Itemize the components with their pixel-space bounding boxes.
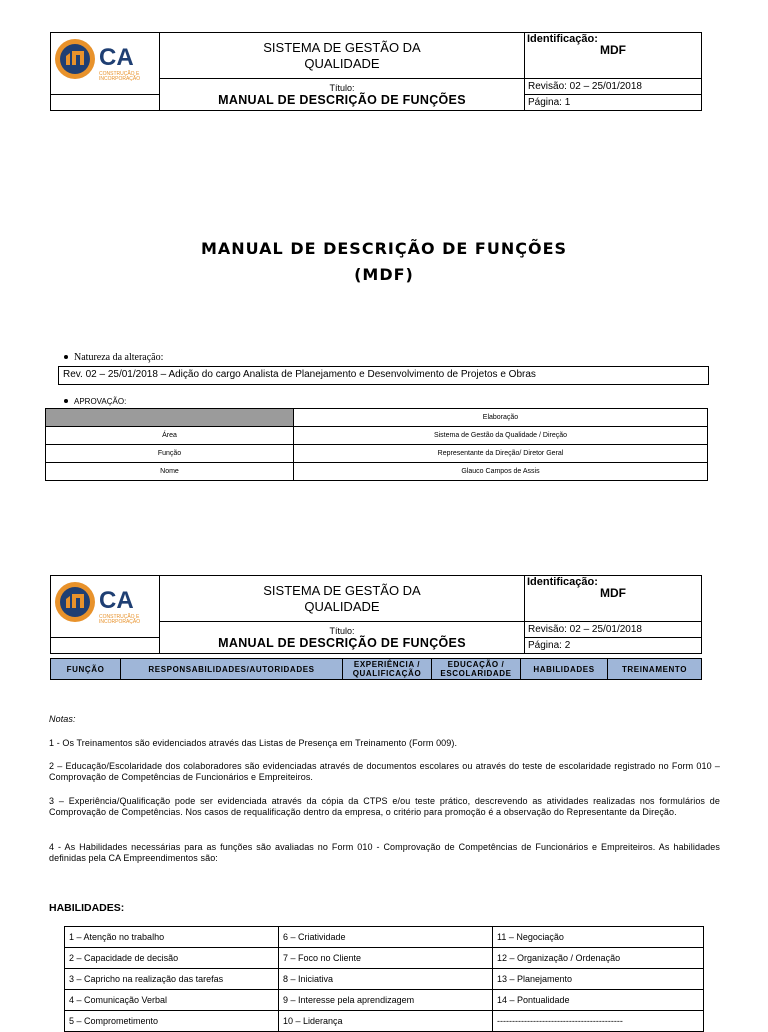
function-columns-header bbox=[50, 658, 702, 680]
notes-title: Notas: bbox=[49, 714, 76, 724]
col-funcao: FUNÇÃO bbox=[51, 659, 121, 680]
habilidade-cell: 2 – Capacidade de decisão bbox=[65, 948, 279, 969]
aprovacao-blank-cell bbox=[46, 409, 294, 427]
note-item: 1 - Os Treinamentos são evidenciados através das Listas de Presença em Treinamento (Form 009). bbox=[49, 738, 458, 748]
titulo-label: Título: bbox=[329, 625, 355, 636]
habilidade-cell: ------------------------------------------ bbox=[493, 1011, 704, 1032]
habilidades-table bbox=[64, 926, 704, 1032]
revision: Revisão: 02 – 25/01/2018 bbox=[525, 79, 702, 95]
svg-text:INCORPORAÇÃO: INCORPORAÇÃO bbox=[99, 76, 141, 82]
page-number: Página: 1 bbox=[525, 95, 702, 111]
document-subtitle: (MDF) bbox=[354, 265, 414, 284]
aprovacao-row-value: Sistema de Gestão da Qualidade / Direção bbox=[294, 427, 708, 445]
ident-value: MDF bbox=[600, 43, 626, 57]
company-logo bbox=[51, 33, 160, 95]
revision: Revisão: 02 – 25/01/2018 bbox=[525, 622, 702, 638]
aprovacao-row-label: Nome bbox=[46, 463, 294, 481]
titulo-label: Título: bbox=[329, 82, 355, 93]
aprovacao-table bbox=[45, 408, 708, 481]
natureza-label: Natureza da alteração: bbox=[74, 352, 164, 363]
aprovacao-bullet bbox=[60, 397, 126, 406]
habilidade-cell: 7 – Foco no Cliente bbox=[279, 948, 493, 969]
ident-value: MDF bbox=[600, 586, 626, 600]
svg-text:CONSTRUÇÃO E: CONSTRUÇÃO E bbox=[99, 614, 140, 620]
manual-title: MANUAL DE DESCRIÇÃO DE FUNÇÕES bbox=[218, 92, 466, 107]
page-number: Página: 2 bbox=[525, 638, 702, 654]
system-title: SISTEMA DE GESTÃO DA QUALIDADE bbox=[263, 39, 421, 71]
habilidade-cell: 12 – Organização / Ordenação bbox=[493, 948, 704, 969]
document-title: MANUAL DE DESCRIÇÃO DE FUNÇÕES bbox=[200, 239, 568, 258]
habilidade-cell: 6 – Criatividade bbox=[279, 927, 493, 948]
col-responsabilidades: RESPONSABILIDADES/AUTORIDADES bbox=[121, 659, 343, 680]
habilidade-cell: 4 – Comunicação Verbal bbox=[65, 990, 279, 1011]
col-experiencia: EXPERIÊNCIA / QUALIFICAÇÃO bbox=[343, 659, 432, 680]
logo-text: CA bbox=[99, 587, 134, 614]
document-header-page-2 bbox=[50, 575, 698, 654]
aprovacao-row-label: Função bbox=[46, 445, 294, 463]
habilidade-cell: 8 – Iniciativa bbox=[279, 969, 493, 990]
col-educacao: EDUCAÇÃO / ESCOLARIDADE bbox=[432, 659, 521, 680]
table-row bbox=[65, 1011, 704, 1032]
habilidade-cell: 1 – Atenção no trabalho bbox=[65, 927, 279, 948]
note-item: 4 - As Habilidades necessárias para as funções são avaliadas no Form 010 - Comprovação de Competências de Funcionários e Empreiteiros. As habilidades definidas pela CA Empreendimentos são: bbox=[49, 842, 720, 863]
col-treinamento: TREINAMENTO bbox=[608, 659, 702, 680]
company-logo bbox=[51, 576, 160, 638]
col-habilidades: HABILIDADES bbox=[521, 659, 608, 680]
ca-logo-icon bbox=[53, 578, 159, 630]
table-row bbox=[65, 990, 704, 1011]
aprovacao-label: APROVAÇÃO: bbox=[74, 397, 127, 406]
natureza-bullet bbox=[60, 352, 163, 363]
ident-label: Identificação: bbox=[527, 576, 598, 588]
habilidade-cell: 10 – Liderança bbox=[279, 1011, 493, 1032]
aprovacao-row-value: Representante da Direção/ Diretor Geral bbox=[294, 445, 708, 463]
note-item: 3 – Experiência/Qualificação pode ser evidenciada através da cópia da CTPS e/ou teste prático, descrevendo as atividades realizadas nos formulários de Comprovação de Competências. Nos casos de requalificação dentro da empresa, o critério para promoção é a observação do Representante da Direção. bbox=[49, 796, 720, 817]
habilidade-cell: 9 – Interesse pela aprendizagem bbox=[279, 990, 493, 1011]
habilidade-cell: 13 – Planejamento bbox=[493, 969, 704, 990]
svg-text:INCORPORAÇÃO: INCORPORAÇÃO bbox=[99, 619, 141, 625]
ca-logo-icon bbox=[53, 35, 159, 87]
table-row bbox=[65, 969, 704, 990]
habilidades-title: HABILIDADES: bbox=[49, 902, 125, 914]
document-header-page-1 bbox=[50, 32, 698, 111]
aprovacao-row-value: Glauco Campos de Assis bbox=[294, 463, 708, 481]
table-row bbox=[65, 948, 704, 969]
habilidade-cell: 3 – Capricho na realização das tarefas bbox=[65, 969, 279, 990]
habilidade-cell: 11 – Negociação bbox=[493, 927, 704, 948]
logo-text: CA bbox=[99, 44, 134, 71]
aprovacao-row-label: Área bbox=[46, 427, 294, 445]
habilidade-cell: 5 – Comprometimento bbox=[65, 1011, 279, 1032]
habilidade-cell: 14 – Pontualidade bbox=[493, 990, 704, 1011]
svg-text:CONSTRUÇÃO E: CONSTRUÇÃO E bbox=[99, 71, 140, 77]
natureza-box: Rev. 02 – 25/01/2018 – Adição do cargo Analista de Planejamento e Desenvolvimento de Projetos e Obras bbox=[58, 366, 709, 385]
system-title: SISTEMA DE GESTÃO DA QUALIDADE bbox=[263, 582, 421, 614]
table-row bbox=[65, 927, 704, 948]
note-item: 2 – Educação/Escolaridade dos colaboradores são evidenciadas através de documentos escolares ou através do teste de escolaridade registrado no Form 010 – Comprovação de Competências de Funcionários e Empreiteiros. bbox=[49, 761, 720, 782]
manual-title: MANUAL DE DESCRIÇÃO DE FUNÇÕES bbox=[218, 635, 466, 650]
aprovacao-header: Elaboração bbox=[294, 409, 708, 427]
ident-label: Identificação: bbox=[527, 33, 598, 45]
